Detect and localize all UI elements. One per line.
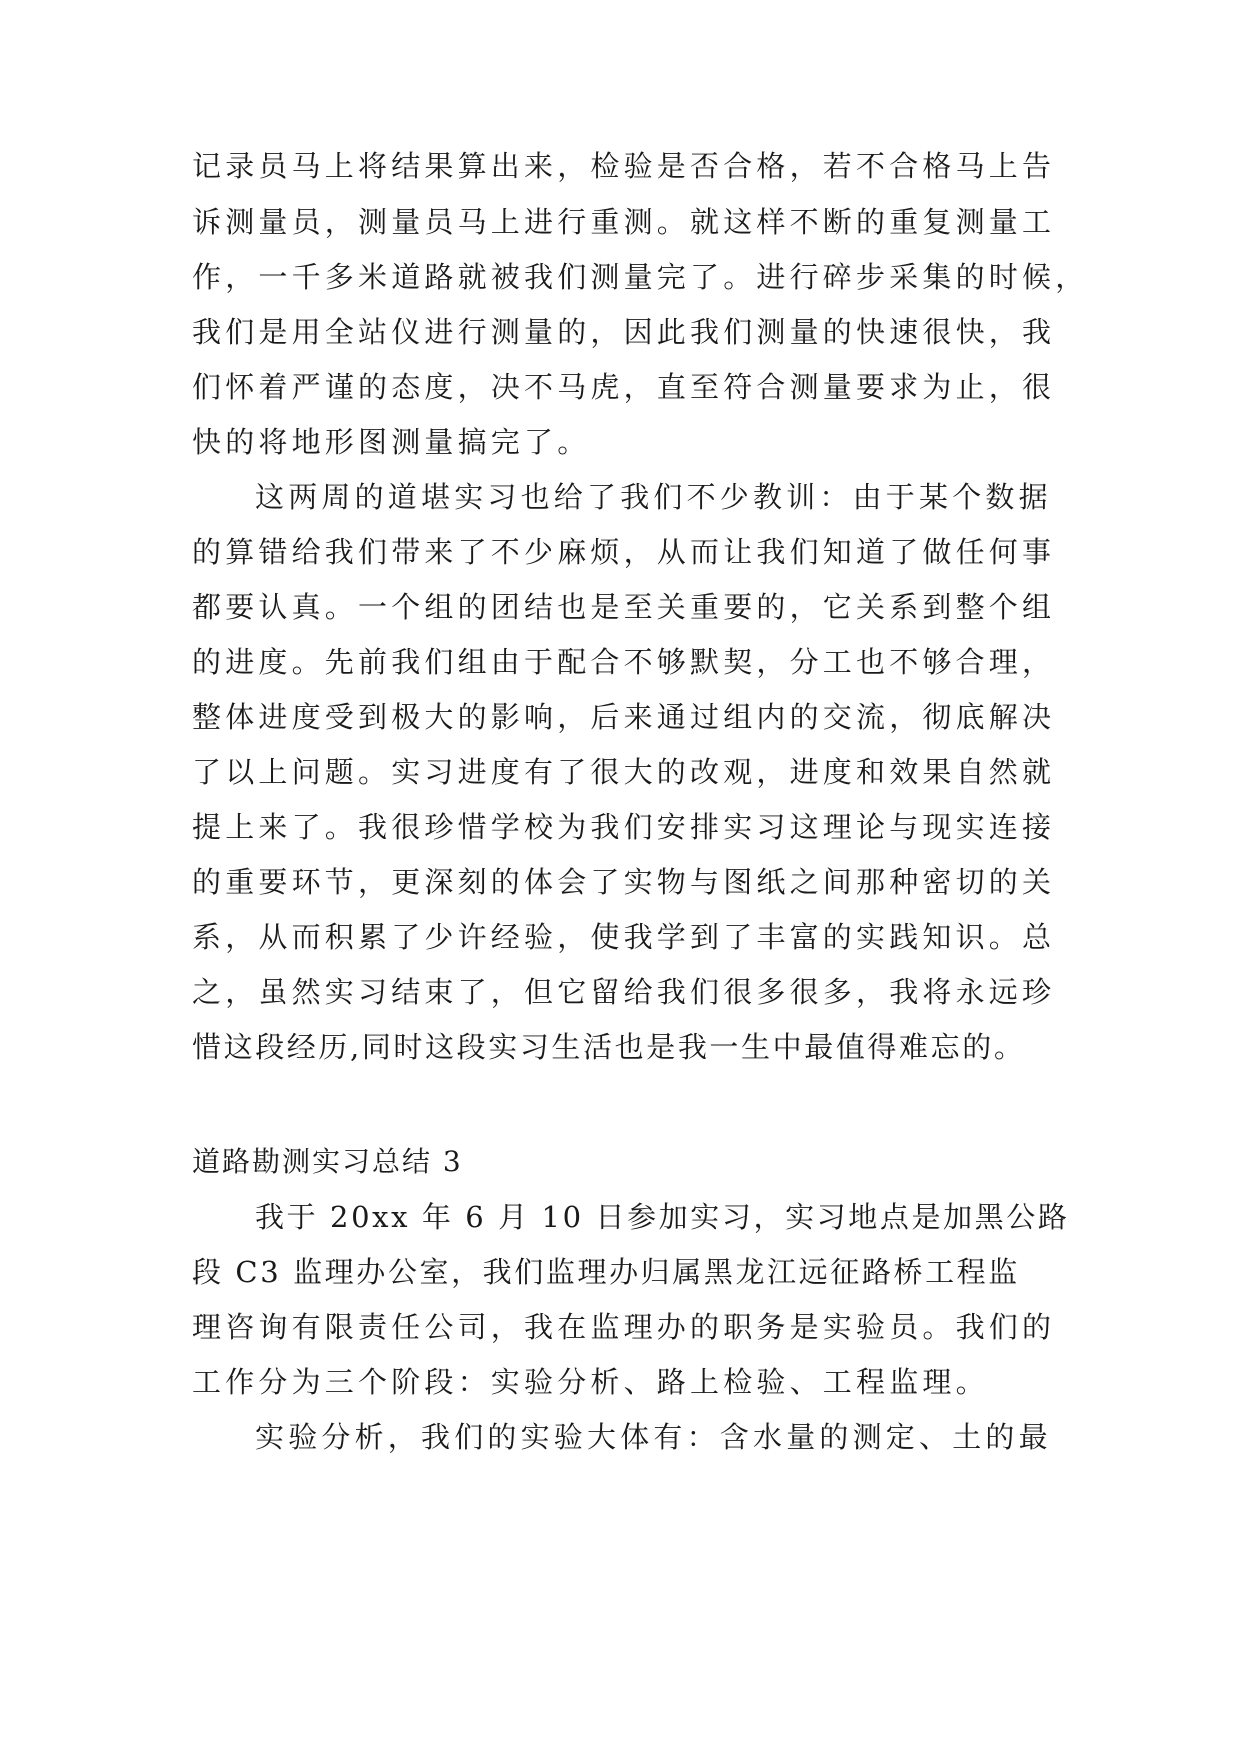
paragraph-line: 理咨询有限责任公司，我在监理办的职务是实验员。我们的 — [192, 1310, 1056, 1344]
paragraph-line: 这两周的道堪实习也给了我们不少教训：由于某个数据 — [255, 480, 1052, 514]
paragraph-line: 工作分为三个阶段：实验分析、路上检验、工程监理。 — [192, 1365, 989, 1399]
paragraph-line: 实验分析，我们的实验大体有：含水量的测定、土的最 — [255, 1420, 1052, 1454]
paragraph-line: 惜这段经历,同时这段实习生活也是我一生中最值得难忘的。 — [192, 1030, 1026, 1064]
paragraph-line: 整体进度受到极大的影响，后来通过组内的交流，彻底解决 — [192, 700, 1056, 734]
paragraph-line: 快的将地形图测量搞完了。 — [192, 425, 591, 459]
paragraph-line: 了以上问题。实习进度有了很大的改观，进度和效果自然就 — [192, 755, 1056, 789]
paragraph-line: 我于 20xx 年 6 月 10 日参加实习，实习地点是加黑公路 — [255, 1200, 1070, 1234]
paragraph-line: 们怀着严谨的态度，决不马虎，直至符合测量要求为止，很 — [192, 370, 1056, 404]
paragraph-line: 作，一千多米道路就被我们测量完了。进行碎步采集的时候， — [192, 260, 1089, 294]
paragraph-line: 的重要环节，更深刻的体会了实物与图纸之间那种密切的关 — [192, 865, 1056, 899]
paragraph-line: 之，虽然实习结束了，但它留给我们很多很多，我将永远珍 — [192, 975, 1056, 1009]
paragraph-line: 提上来了。我很珍惜学校为我们安排实习这理论与现实连接 — [192, 810, 1056, 844]
paragraph-line: 记录员马上将结果算出来，检验是否合格，若不合格马上告 — [192, 149, 1056, 183]
paragraph-line: 诉测量员，测量员马上进行重测。就这样不断的重复测量工 — [192, 205, 1056, 239]
paragraph-line: 系，从而积累了少许经验，使我学到了丰富的实践知识。总 — [192, 920, 1056, 954]
section-heading: 道路勘测实习总结 3 — [192, 1145, 463, 1178]
paragraph-line: 段 C3 监理办公室，我们监理办归属黑龙江远征路桥工程监 — [192, 1255, 1020, 1289]
paragraph-line: 的算错给我们带来了不少麻烦，从而让我们知道了做任何事 — [192, 535, 1056, 569]
paragraph-line: 我们是用全站仪进行测量的，因此我们测量的快速很快，我 — [192, 315, 1056, 349]
paragraph-line: 的进度。先前我们组由于配合不够默契，分工也不够合理， — [192, 645, 1056, 679]
paragraph-line: 都要认真。一个组的团结也是至关重要的，它关系到整个组 — [192, 590, 1056, 624]
